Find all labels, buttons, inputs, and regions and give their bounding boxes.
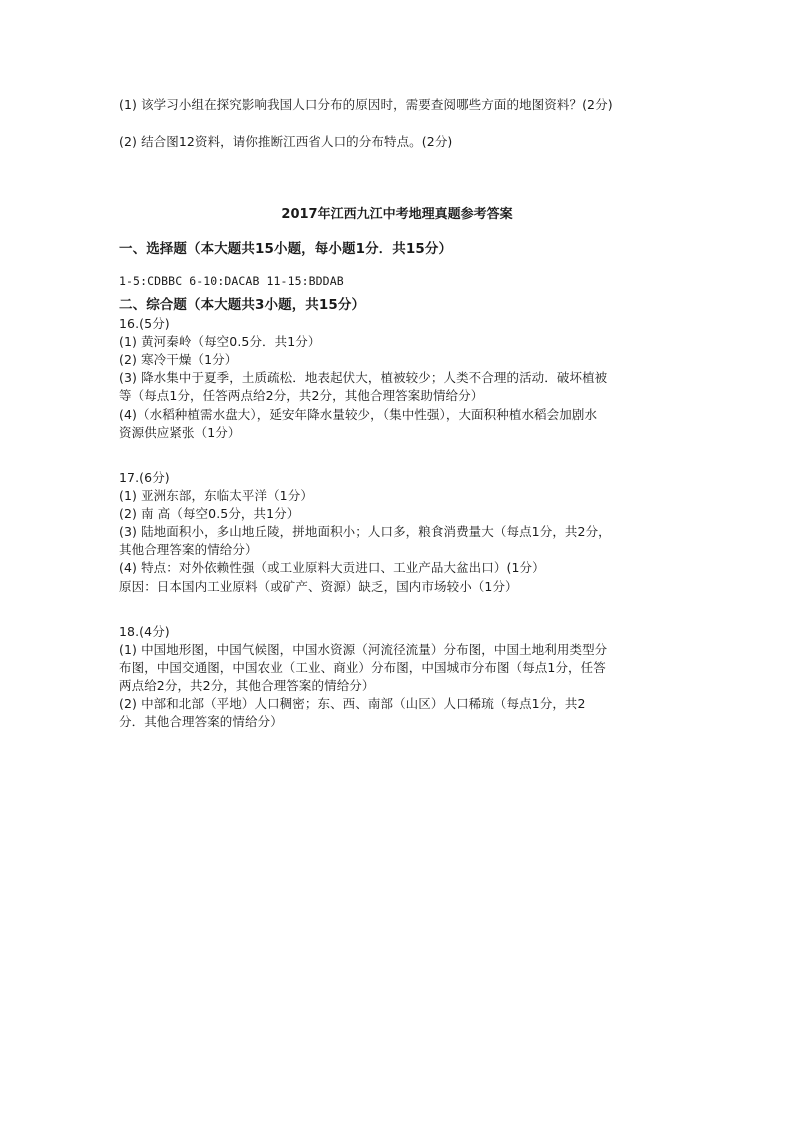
q17-header: 17.(6分) <box>119 470 170 485</box>
q18-line: (2) 中部和北部（平地）人口稠密；东、西、南部（山区）人口稀琉（每点1分，共2 <box>119 696 586 711</box>
q18-line: 两点给2分，共2分，其他合理答案的情给分） <box>119 678 375 693</box>
q17-line: (1) 亚洲东部，东临太平洋（1分） <box>119 488 313 503</box>
question-1-text: (1) 该学习小组在探究影响我国人口分布的原因时，需要查阅哪些方面的地图资料？(2分) <box>119 97 613 112</box>
q16-line: 等（每点1分，任答两点给2分，共2分，其他合理答案助情给分） <box>119 388 484 403</box>
choice-answers: 1-5:CDBBC 6-10:DACAB 11-15:BDDAB <box>119 274 344 288</box>
q17-line: 原因：日本国内工业原料（或矿产、资源）缺乏，国内市场较小（1分） <box>119 579 518 594</box>
q17-line: (3) 陆地面积小，多山地丘陵，拼地面积小；人口多，粮食消费量大（每点1分，共2分， <box>119 524 611 539</box>
q16-line: (3) 降水集中于夏季，土质疏松．地表起伏大，植被较少；人类不合理的活动．破坏植被 <box>119 370 608 385</box>
q16-line: (2) 寒冷干燥（1分） <box>119 352 238 367</box>
q16-line: 资源供应紧张（1分） <box>119 425 241 440</box>
q16-line: (1) 黄河秦岭（每空0.5分．共1分） <box>119 334 321 349</box>
q17-line: (4) 特点：对外依赖性强（或工业原料大贡进口、工业产品大盆出口）(1分） <box>119 560 545 575</box>
q17-line: (2) 南 高（每空0.5分，共1分） <box>119 506 300 521</box>
q16-line: (4)（水稻种植需水盘大），延安年降水量较少，（集中性强），大面积种植水稻会加剧水 <box>119 407 598 422</box>
answer-title: 2017年江西九江中考地理真题参考答案 <box>281 207 513 222</box>
q16-header: 16.(5分) <box>119 316 170 331</box>
q18-line: 分．其他合理答案的情给分） <box>119 714 283 729</box>
q18-header: 18.(4分) <box>119 624 170 639</box>
section-1-heading: 一、选择题（本大题共15小题，每小题1分．共15分） <box>119 241 453 257</box>
q18-line: 布图，中国交通图，中国农业（工业、商业）分布图，中国城市分布图（每点1分，任答 <box>119 660 606 675</box>
question-2-text: (2) 结合图12资料，请你推断江西省人口的分布特点。(2分) <box>119 134 453 149</box>
q17-line: 其他合理答案的情给分） <box>119 542 258 557</box>
section-2-heading: 二、综合题（本大题共3小题，共15分） <box>119 297 366 313</box>
q18-line: (1) 中国地形图，中国气候图，中国水资源（河流径流量）分布图，中国土地利用类型分 <box>119 642 608 657</box>
